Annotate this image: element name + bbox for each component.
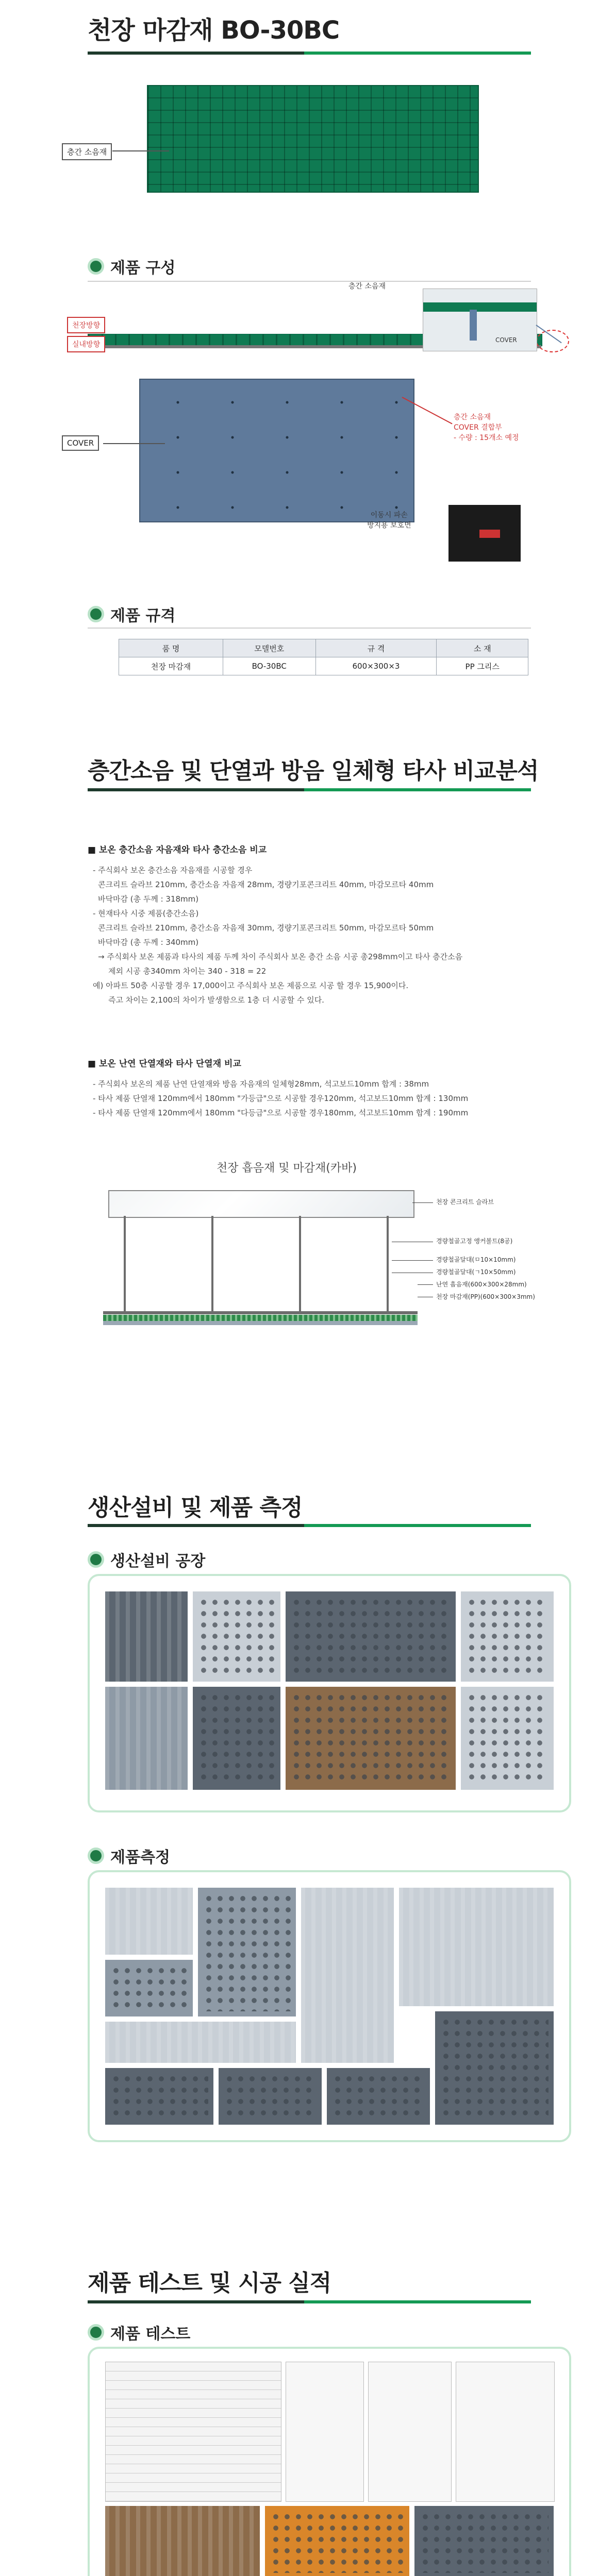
compare-line: - 주식회사 보온 층간소음 자음재를 시공할 경우 bbox=[93, 866, 253, 875]
protect-callout-line-2: 방지용 보호면 bbox=[367, 521, 411, 530]
spec-rule bbox=[88, 628, 531, 629]
composition-rule bbox=[88, 281, 531, 282]
measure-photo bbox=[105, 2022, 296, 2063]
measure-photo bbox=[219, 2068, 322, 2125]
cover-panel-image bbox=[139, 379, 414, 522]
inset-green-band bbox=[423, 302, 537, 312]
measure-photo bbox=[105, 1960, 193, 2016]
compare-line: → 주식회사 보온 제품과 타사의 제품 두께 차이 주식회사 보온 층간 소음 시공 총298mm이고 타사 층간소음 bbox=[98, 952, 463, 961]
factory-photo bbox=[286, 1591, 456, 1682]
factory-photo bbox=[193, 1687, 280, 1790]
factory-photo bbox=[105, 1687, 188, 1790]
diagram-label-hanger1: 경량철골달대(ㅁ10×10mm) bbox=[436, 1256, 516, 1263]
hanger-rod bbox=[124, 1216, 126, 1311]
measure-photo bbox=[301, 1888, 394, 2063]
factory-heading: 생산설비 공장 bbox=[88, 1548, 205, 1571]
title-rule-green bbox=[304, 52, 531, 55]
measure-photo bbox=[399, 1888, 554, 2006]
spec-header-cell: 품 명 bbox=[119, 639, 223, 657]
measure-photo bbox=[327, 2068, 430, 2125]
measure-heading: 제품측정 bbox=[88, 1844, 170, 1867]
hanger1-leader bbox=[392, 1260, 433, 1261]
slab bbox=[108, 1190, 414, 1218]
compare-line: 제외 시공 총340mm 차이는 340 - 318 = 22 bbox=[108, 967, 267, 976]
composition-heading: 제품 구성 bbox=[88, 255, 175, 278]
compare-block2 bbox=[93, 1077, 557, 1120]
spec-cell: 천장 마감재 bbox=[119, 657, 223, 675]
joint-callout-line-2: COVER 결합부 bbox=[454, 423, 502, 432]
production-title: 생산설비 및 제품 측정 bbox=[88, 1495, 303, 1521]
test-photo bbox=[414, 2506, 554, 2576]
compare-block2-title: ■ 보온 난연 단열재와 타사 단열재 비교 bbox=[88, 1059, 241, 1069]
bullet-icon bbox=[88, 1551, 104, 1568]
ceiling-diagram-title: 천장 흡음재 및 마감재(카바) bbox=[217, 1162, 357, 1175]
finish-layer bbox=[103, 1321, 418, 1325]
compare-block1-title: ■ 보온 층간소음 자음재와 타사 층간소음 비교 bbox=[88, 845, 267, 855]
bullet-icon bbox=[88, 1848, 104, 1864]
compare-line: 즉고 차이는 2,100의 차이가 발생함으로 1층 더 시공할 수 있다. bbox=[108, 995, 324, 1005]
measure-photo bbox=[105, 2068, 213, 2125]
factory-photo bbox=[193, 1591, 280, 1682]
diagram-label-hanger2: 경량철골달대(ㄱ10×50mm) bbox=[436, 1268, 516, 1276]
measure-photo bbox=[105, 1888, 193, 1955]
absorber-layer bbox=[103, 1315, 418, 1321]
test-certificate-image bbox=[456, 2362, 555, 2502]
composition-top-label: 층간 소음재 bbox=[348, 282, 386, 291]
testing-rule-dark bbox=[88, 2300, 304, 2303]
spec-cell: 600×300×3 bbox=[315, 657, 437, 675]
compare-line: - 주식회사 보온의 제품 난연 단열재와 방음 자음재의 일체형28mm, 석고보드10mm 합계 : 38mm bbox=[93, 1079, 429, 1089]
hanger-rod bbox=[299, 1216, 301, 1311]
zoom-circle bbox=[536, 330, 569, 352]
spec-cell: BO-30BC bbox=[223, 657, 315, 675]
hero-label: 층간 소음재 bbox=[62, 143, 112, 160]
spec-header-cell: 소 재 bbox=[437, 639, 528, 657]
spec-header-cell: 모델번호 bbox=[223, 639, 315, 657]
diagram-label-anchor: 경량철골고정 앵커볼트(8공) bbox=[436, 1238, 513, 1245]
protect-callout bbox=[367, 510, 411, 531]
test-photo bbox=[265, 2506, 409, 2576]
factory-photo bbox=[461, 1687, 554, 1790]
joint-callout bbox=[454, 412, 519, 443]
compare-rule-dark bbox=[88, 788, 304, 791]
measure-photo-panel bbox=[88, 1870, 571, 2142]
compare-line: 예) 아파트 50층 시공할 경우 17,000이고 주식회사 보온 제품으로 시공 할 경우 15,900이다. bbox=[93, 981, 409, 990]
ceiling-frame bbox=[103, 1311, 418, 1314]
bullet-icon bbox=[88, 2324, 104, 2341]
test-photo bbox=[105, 2506, 260, 2576]
ceiling-diagram bbox=[103, 1180, 557, 1350]
compare-line: - 타사 제품 단열재 120mm에서 180mm "가등급"으로 시공할 경우120mm, 석고보드10mm 합계 : 130mm bbox=[93, 1094, 469, 1103]
compare-block1 bbox=[93, 863, 557, 1007]
compare-rule-green bbox=[304, 788, 531, 791]
factory-photo-panel bbox=[88, 1574, 571, 1812]
compare-line: 바닥마감 (총 두께 : 318mm) bbox=[98, 894, 199, 904]
spec-cell: PP 그리스 bbox=[437, 657, 528, 675]
title-rule-dark bbox=[88, 52, 304, 55]
protect-callout-line-1: 이동시 파손 bbox=[370, 511, 408, 519]
spec-heading: 제품 규격 bbox=[88, 603, 175, 625]
testing-rule-green bbox=[304, 2300, 531, 2303]
compare-line: - 타사 제품 단열재 120mm에서 180mm "다등급"으로 시공할 경우180mm, 석고보드10mm 합계 : 190mm bbox=[93, 1108, 469, 1117]
joint-inset-image bbox=[423, 289, 537, 351]
spec-header-row bbox=[119, 639, 528, 657]
compare-line: 바닥마감 (총 두께 : 340mm) bbox=[98, 938, 199, 947]
spec-header-cell: 규 격 bbox=[315, 639, 437, 657]
test-certificate-image bbox=[368, 2362, 452, 2502]
cover-leader-line bbox=[103, 443, 165, 444]
joint-callout-line-3: - 수량 : 15개소 예정 bbox=[454, 434, 519, 442]
protect-red-mark bbox=[479, 530, 500, 538]
compare-line: - 현재타사 시중 제품(층간소음) bbox=[93, 909, 199, 918]
inset-post bbox=[470, 310, 477, 341]
compare-title: 층간소음 및 단열과 방음 일체형 타사 비교분석 bbox=[88, 758, 539, 784]
bullet-icon bbox=[88, 606, 104, 622]
compare-line: 콘크리트 슬라브 210mm, 층간소음 자음재 28mm, 경량기포콘크리트 40mm, 마감모르타 40mm bbox=[98, 880, 434, 889]
measure-photo bbox=[198, 1888, 296, 2016]
hanger-rod bbox=[387, 1216, 389, 1311]
spec-table bbox=[119, 639, 528, 675]
production-rule-dark bbox=[88, 1524, 304, 1527]
bullet-icon bbox=[88, 258, 104, 275]
factory-photo bbox=[461, 1591, 554, 1682]
testing-title: 제품 테스트 및 시공 실적 bbox=[88, 2270, 331, 2296]
slab-leader bbox=[412, 1202, 433, 1203]
diagram-label-slab: 천장 콘크리트 슬라브 bbox=[436, 1198, 494, 1206]
spec-data-row bbox=[119, 657, 528, 675]
page-title: 천장 마감재 BO-30BC bbox=[88, 16, 340, 45]
factory-photo bbox=[105, 1591, 188, 1682]
hero-product-image bbox=[147, 85, 479, 193]
test-photo-panel bbox=[88, 2347, 571, 2576]
ceiling-direction-label: 천장방향 bbox=[67, 317, 105, 333]
compare-line: 콘크리트 슬라브 210mm, 층간소음 자음재 30mm, 경량기포콘크리트 50mm, 마감모르타 50mm bbox=[98, 923, 434, 933]
joint-callout-line-1: 층간 소음재 bbox=[454, 413, 491, 421]
protect-image bbox=[448, 505, 521, 562]
diagram-label-absorber: 난연 흡음재(600×300×28mm) bbox=[436, 1281, 527, 1288]
cover-label: COVER bbox=[62, 435, 99, 451]
test-report-image bbox=[105, 2362, 281, 2502]
room-direction-label: 실내방향 bbox=[67, 336, 105, 352]
test-certificate-image bbox=[286, 2362, 364, 2502]
hanger-rod bbox=[211, 1216, 213, 1311]
inset-cover-label: COVER bbox=[495, 336, 517, 344]
measure-photo bbox=[435, 2011, 554, 2125]
absorber-leader bbox=[418, 1284, 433, 1285]
production-rule-green bbox=[304, 1524, 531, 1527]
test-heading: 제품 테스트 bbox=[88, 2321, 190, 2344]
hero-leader-line bbox=[112, 150, 169, 151]
factory-photo bbox=[286, 1687, 456, 1790]
diagram-label-finish: 천장 마감재(PP)(600×300×3mm) bbox=[436, 1293, 535, 1300]
